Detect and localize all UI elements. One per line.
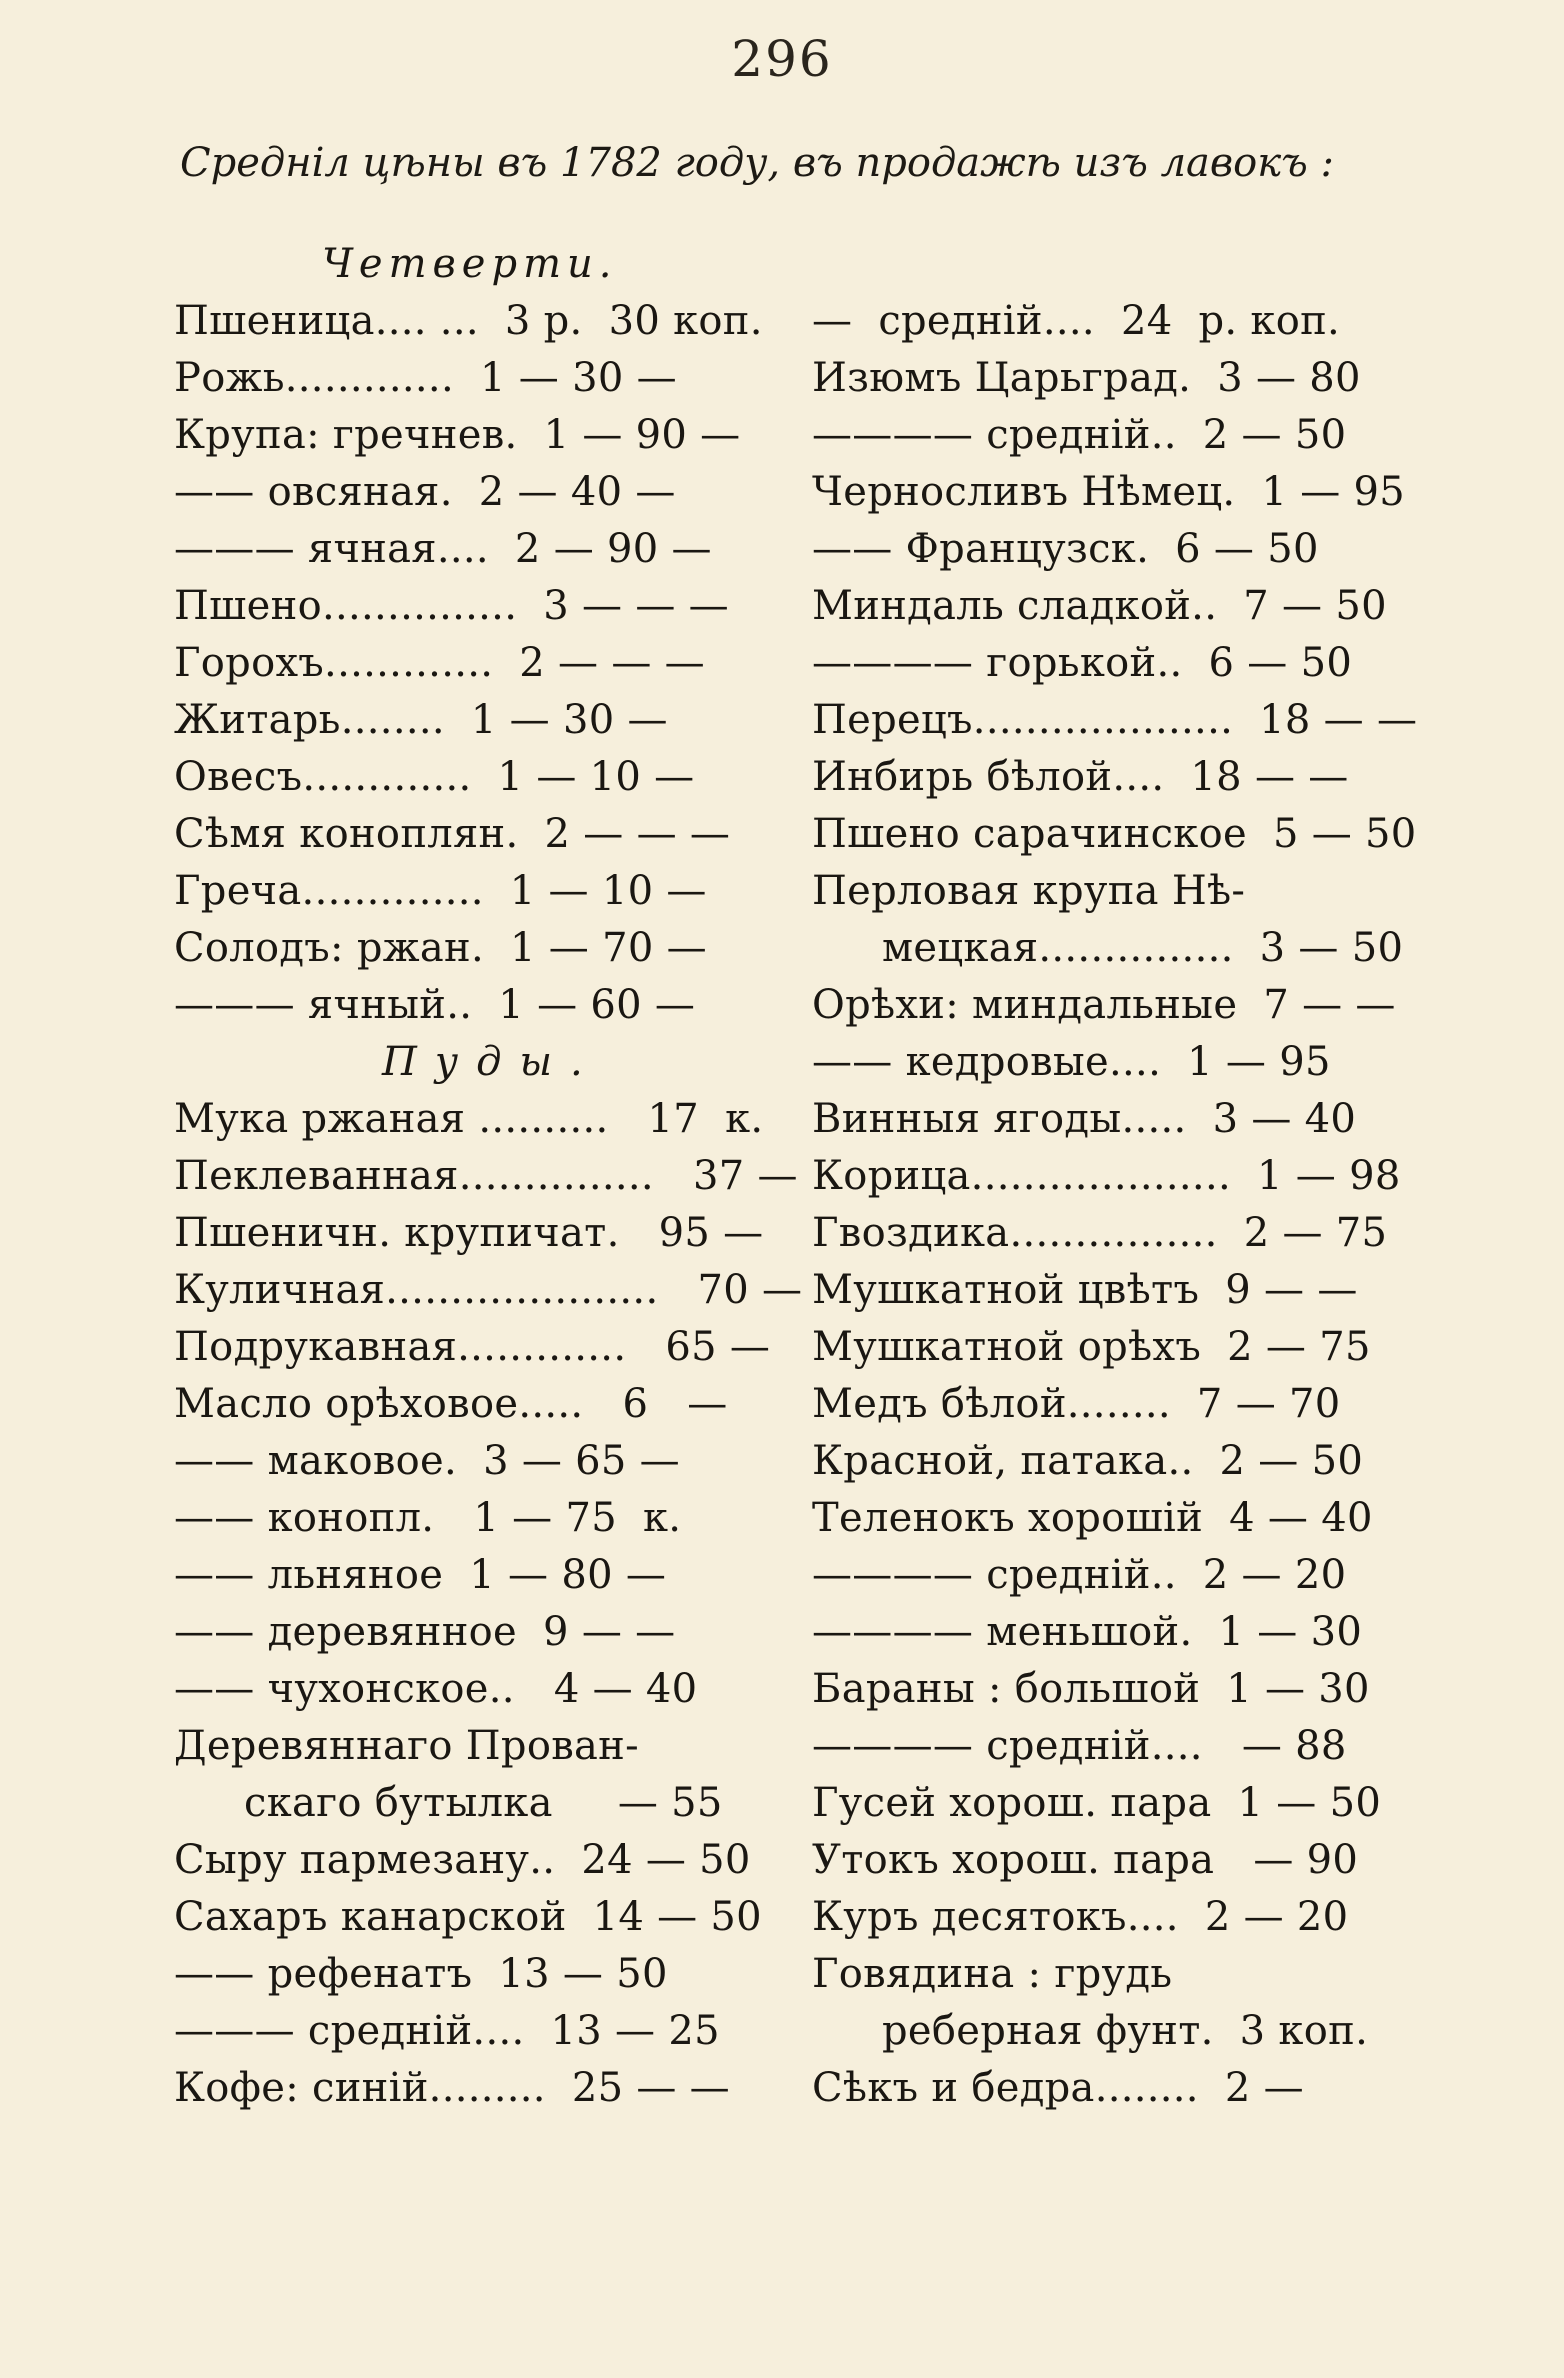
right-price-column xyxy=(812,236,1462,2117)
price-row: Гусей хорош. пара 1 — 50 xyxy=(812,1780,1382,1826)
price-row: Пшеница.... ... 3 р. 30 коп. xyxy=(174,298,763,344)
price-row: Рожь............. 1 — 30 — xyxy=(174,355,677,401)
price-row: Красной, патака.. 2 — 50 xyxy=(812,1438,1364,1484)
price-row: Миндаль сладкой.. 7 — 50 xyxy=(812,583,1387,629)
price-row: Винныя ягоды..... 3 — 40 xyxy=(812,1096,1357,1142)
price-row: Крупа: гречнев. 1 — 90 — xyxy=(174,412,741,458)
price-row: Куличная..................... 70 — xyxy=(174,1267,803,1313)
price-row: Деревяннаго Прован- xyxy=(174,1723,639,1769)
left-price-column xyxy=(174,236,824,2117)
price-row: Пшеничн. крупичат. 95 — xyxy=(174,1210,764,1256)
price-row: Греча.............. 1 — 10 — xyxy=(174,868,707,914)
price-row: —— рефенатъ 13 — 50 xyxy=(174,1951,668,1997)
price-row: —— чухонское.. 4 — 40 xyxy=(174,1666,698,1712)
price-row: Говядина : грудь xyxy=(812,1951,1173,1997)
price-row: Подрукавная............. 65 — xyxy=(174,1324,771,1370)
price-row: Мушкатной цвѣтъ 9 — — xyxy=(812,1267,1358,1313)
price-row: Кофе: синiй......... 25 — — xyxy=(174,2065,730,2111)
price-row: —— льняное 1 — 80 — xyxy=(174,1552,667,1598)
price-row: —— Французск. 6 — 50 xyxy=(812,526,1319,572)
price-row: Сѣмя коноплян. 2 — — — xyxy=(174,811,731,857)
price-row: Медъ бѣлой........ 7 — 70 xyxy=(812,1381,1341,1427)
price-row: ——— среднiй.... 13 — 25 xyxy=(174,2008,720,2054)
price-row: мецкая............... 3 — 50 xyxy=(882,925,1404,971)
price-row: Бараны : большой 1 — 30 xyxy=(812,1666,1370,1712)
price-row: Сѣкъ и бедра........ 2 — xyxy=(812,2065,1304,2111)
price-row: —— деревянное 9 — — xyxy=(174,1609,676,1655)
price-row: —— кедровые.... 1 — 95 xyxy=(812,1039,1331,1085)
price-row: —— маковое. 3 — 65 — xyxy=(174,1438,680,1484)
price-row: ———— среднiй.. 2 — 50 xyxy=(812,412,1347,458)
price-row: Солодъ: ржан. 1 — 70 — xyxy=(174,925,707,971)
price-row: Перловая крупа Нѣ- xyxy=(812,868,1246,914)
price-row: Масло орѣховое..... 6 — xyxy=(174,1381,728,1427)
price-row: Перецъ.................... 18 — — xyxy=(812,697,1418,743)
price-row: —— овсяная. 2 — 40 — xyxy=(174,469,676,515)
price-row: Пшено............... 3 — — — xyxy=(174,583,729,629)
price-row: Инбирь бѣлой.... 18 — — xyxy=(812,754,1349,800)
price-row: Пеклеванная............... 37 — xyxy=(174,1153,798,1199)
price-row: ———— среднiй.. 2 — 20 xyxy=(812,1552,1347,1598)
price-row: Сахаръ канарской 14 — 50 xyxy=(174,1894,762,1940)
price-row: Черносливъ Нѣмец. 1 — 95 xyxy=(812,469,1406,515)
price-row: ——— ячная.... 2 — 90 — xyxy=(174,526,712,572)
price-row: скаго бутылка — 55 xyxy=(244,1780,723,1826)
page-title: Средніл цѣны въ 1782 году, въ продажѣ изъ лавокъ : xyxy=(180,140,1335,186)
price-row: ———— меньшой. 1 — 30 xyxy=(812,1609,1363,1655)
price-row: Корица.................... 1 — 98 xyxy=(812,1153,1401,1199)
price-row: ——— ячный.. 1 — 60 — xyxy=(174,982,696,1028)
price-row: Мушкатной орѣхъ 2 — 75 xyxy=(812,1324,1371,1370)
price-row: реберная фунт. 3 коп. xyxy=(882,2008,1369,2054)
price-row: ———— горькой.. 6 — 50 xyxy=(812,640,1353,686)
section-heading: Пуды. xyxy=(382,1039,601,1085)
price-row: Овесъ............. 1 — 10 — xyxy=(174,754,695,800)
price-row: Житарь........ 1 — 30 — xyxy=(174,697,668,743)
price-row: Теленокъ хорошiй 4 — 40 xyxy=(812,1495,1373,1541)
section-heading: Четверти. xyxy=(322,241,618,287)
page-number: 296 xyxy=(731,30,833,88)
price-row: —— конопл. 1 — 75 к. xyxy=(174,1495,682,1541)
price-row: Изюмъ Царьград. 3 — 80 xyxy=(812,355,1361,401)
price-row: — среднiй.... 24 р. коп. xyxy=(812,298,1341,344)
price-row: Мука ржаная .......... 17 к. xyxy=(174,1096,764,1142)
price-row: Утокъ хорош. пара — 90 xyxy=(812,1837,1359,1883)
price-row: Горохъ............. 2 — — — xyxy=(174,640,705,686)
price-row: Куръ десятокъ.... 2 — 20 xyxy=(812,1894,1349,1940)
price-row: ———— среднiй.... — 88 xyxy=(812,1723,1347,1769)
price-row: Гвоздика................ 2 — 75 xyxy=(812,1210,1388,1256)
price-row: Сыру пармезану.. 24 — 50 xyxy=(174,1837,751,1883)
price-row xyxy=(812,236,1462,293)
price-row: Орѣхи: миндальные 7 — — xyxy=(812,982,1396,1028)
price-row: Пшено сарачинское 5 — 50 xyxy=(812,811,1417,857)
